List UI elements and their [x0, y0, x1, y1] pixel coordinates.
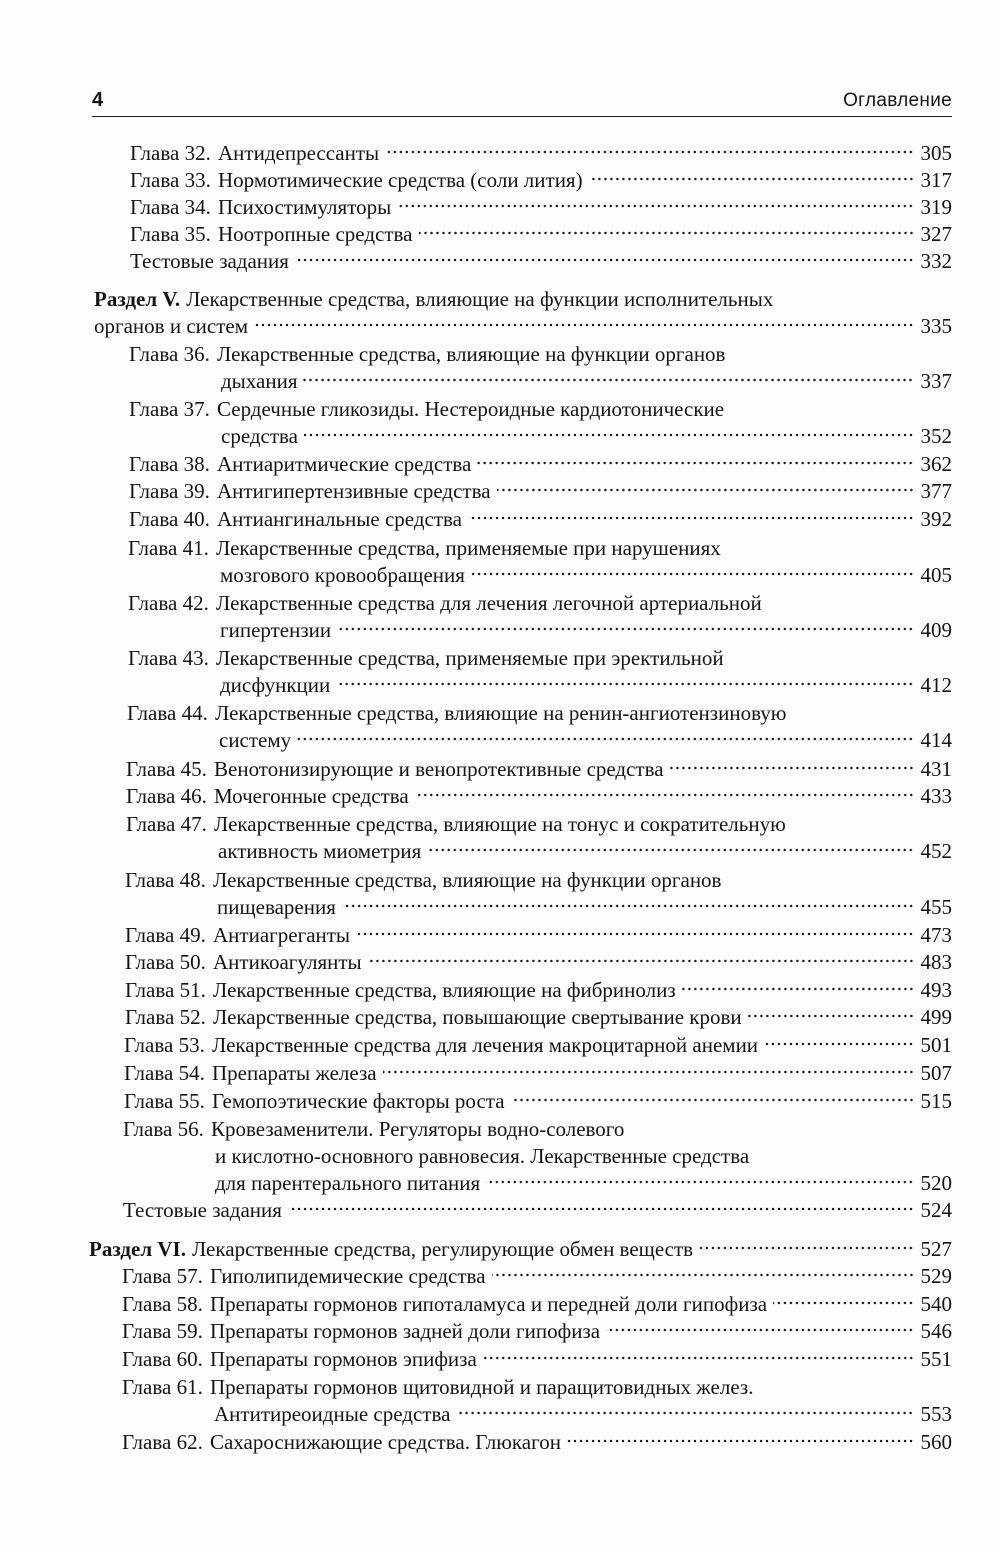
toc-entry-ch36[interactable]	[129, 341, 952, 368]
toc-entry-ch39[interactable]	[129, 478, 952, 505]
chapter-title: Психостимуляторы	[218, 195, 392, 219]
chapter-number: Глава 51.	[125, 978, 206, 1002]
dot-leader	[385, 149, 914, 155]
chapter-number: Глава 45.	[126, 757, 207, 781]
toc-entry-ch33[interactable]	[130, 167, 952, 194]
page-ref: 560	[920, 1430, 952, 1454]
chapter-title: Лекарственные средства, повышающие свертывание крови	[213, 1005, 742, 1029]
dot-leader	[337, 626, 914, 632]
toc-entry-ch55[interactable]	[124, 1088, 952, 1115]
chapter-number: Глава 56.	[123, 1117, 204, 1141]
chapter-title-cont: дыхания	[221, 369, 298, 393]
page-ref: 409	[920, 618, 952, 642]
dot-leader	[303, 377, 914, 383]
chapter-title: Кровезаменители. Регуляторы водно-солевого	[211, 1117, 625, 1141]
dot-leader	[483, 1355, 914, 1361]
chapter-number: Глава 43.	[128, 646, 209, 670]
toc-entry-tests-section4[interactable]	[130, 248, 952, 275]
chapter-title: Нормотимические средства (соли лития)	[218, 168, 583, 192]
page-ref: 527	[920, 1237, 952, 1261]
chapter-number: Глава 36.	[129, 342, 210, 366]
chapter-number: Глава 55.	[124, 1089, 205, 1113]
toc-entry-ch41-cont[interactable]	[220, 562, 952, 589]
dot-leader	[397, 203, 914, 209]
dot-leader	[764, 1041, 914, 1047]
page-ref: 493	[920, 978, 952, 1002]
page-ref: 352	[920, 424, 952, 448]
dot-leader	[497, 487, 914, 493]
toc-entry-ch56[interactable]	[123, 1116, 952, 1143]
page-ref: 524	[920, 1198, 952, 1222]
toc-entry-ch54[interactable]	[124, 1060, 952, 1087]
page-ref: 473	[920, 923, 952, 947]
dot-leader	[342, 903, 914, 909]
chapter-number: Глава 58.	[122, 1292, 203, 1316]
chapter-title: Препараты железа	[212, 1061, 377, 1085]
chapter-title-cont: систему	[219, 728, 292, 752]
section-label: Раздел VI.	[89, 1237, 186, 1261]
chapter-number: Глава 46.	[126, 784, 207, 808]
chapter-title: Лекарственные средства, влияющие на тонус и сократительную	[214, 812, 786, 836]
page-ref: 412	[920, 673, 952, 697]
page-ref: 452	[920, 839, 952, 863]
toc-entry-ch43-cont[interactable]	[220, 672, 952, 699]
chapter-title: Ноотропные средства	[218, 222, 413, 246]
toc-entry-ch51[interactable]	[125, 977, 952, 1004]
toc-entry-ch40[interactable]	[129, 506, 952, 533]
section-6-heading[interactable]	[89, 1236, 952, 1263]
chapter-title-cont: средства	[221, 424, 299, 448]
chapter-number: Глава 41.	[128, 536, 209, 560]
dot-leader	[415, 792, 914, 798]
toc-entry-ch44[interactable]	[127, 700, 952, 727]
dot-leader	[773, 1300, 914, 1306]
toc-entry-ch58[interactable]	[122, 1291, 952, 1318]
page-ref: 499	[920, 1005, 952, 1029]
section-5-heading[interactable]	[94, 286, 952, 313]
page-ref: 529	[920, 1264, 952, 1288]
dot-leader	[456, 1410, 914, 1416]
chapter-number: Глава 34.	[130, 195, 211, 219]
chapter-title: Венотонизирующие и венопротективные средства	[214, 757, 664, 781]
chapter-title: Лекарственные средства, влияющие на ренин-ангиотензиновую	[215, 701, 787, 725]
page-ref: 405	[920, 563, 952, 587]
toc-entry-ch44-cont[interactable]	[219, 727, 952, 754]
page-ref: 362	[920, 452, 952, 476]
dot-leader	[486, 1179, 914, 1185]
dot-leader	[468, 515, 914, 521]
chapter-title: Мочегонные средства	[214, 784, 409, 808]
toc-entry-ch43[interactable]	[128, 645, 952, 672]
toc-entry-ch52[interactable]	[125, 1004, 952, 1031]
toc-entry-ch48-cont[interactable]	[217, 894, 952, 921]
chapter-number: Глава 52.	[125, 1005, 206, 1029]
tests-title: Тестовые задания	[123, 1198, 282, 1222]
chapter-title: Лекарственные средства, влияющие на фибринолиз	[213, 978, 676, 1002]
chapter-title-cont: активность миометрия	[218, 839, 422, 863]
chapter-number: Глава 47.	[126, 812, 207, 836]
chapter-number: Глава 37.	[129, 397, 210, 421]
toc-entry-ch56-cont-2[interactable]	[215, 1170, 952, 1197]
toc-entry-ch45[interactable]	[126, 756, 952, 783]
chapter-number: Глава 57.	[122, 1264, 203, 1288]
toc-entry-ch56-cont-1[interactable]	[215, 1143, 952, 1170]
toc-entry-ch47[interactable]	[126, 811, 952, 838]
dot-leader	[297, 736, 914, 742]
toc-entry-ch46[interactable]	[126, 783, 952, 810]
section-5-heading-cont[interactable]	[94, 313, 952, 340]
page-ref: 335	[920, 314, 952, 338]
dot-leader	[336, 681, 914, 687]
dot-leader	[477, 460, 914, 466]
chapter-title: Лекарственные средства для лечения легочной артериальной	[216, 591, 762, 615]
dot-leader	[606, 1327, 914, 1333]
page-ref: 327	[920, 222, 952, 246]
chapter-title: Препараты гормонов эпифиза	[210, 1347, 477, 1371]
dot-leader	[567, 1438, 914, 1444]
page-ref: 392	[920, 507, 952, 531]
chapter-number: Глава 39.	[129, 479, 210, 503]
page-number: 4	[92, 89, 104, 111]
chapter-title: Антиагреганты	[213, 923, 351, 947]
running-title: Оглавление	[843, 90, 952, 111]
chapter-title-cont: мозгового кровообращения	[220, 563, 465, 587]
toc-entry-ch49[interactable]	[125, 922, 952, 949]
toc-entry-ch61-cont[interactable]	[214, 1401, 952, 1428]
page-ref: 551	[920, 1347, 952, 1371]
chapter-title-cont: Антитиреоидные средства	[214, 1402, 451, 1426]
toc-entry-ch62[interactable]	[122, 1429, 952, 1456]
chapter-title: Антикоагулянты	[213, 950, 362, 974]
chapter-number: Глава 54.	[124, 1061, 205, 1085]
toc-entry-ch60[interactable]	[122, 1346, 952, 1373]
toc-entry-ch41[interactable]	[128, 535, 952, 562]
chapter-title-cont: и кислотно-основного равновесия. Лекарственные средства	[215, 1144, 750, 1168]
chapter-title: Антиангинальные средства	[217, 507, 462, 531]
chapter-number: Глава 53.	[124, 1033, 205, 1057]
chapter-number: Глава 50.	[125, 950, 206, 974]
section-title: Лекарственные средства, влияющие на функции исполнительных	[186, 287, 774, 311]
chapter-title-cont: дисфункции	[220, 673, 331, 697]
dot-leader	[383, 1069, 914, 1075]
chapter-title: Антигипертензивные средства	[217, 479, 491, 503]
chapter-number: Глава 62.	[122, 1430, 203, 1454]
toc-entry-ch32[interactable]	[130, 140, 952, 167]
dot-leader	[288, 1206, 914, 1212]
dot-leader	[492, 1272, 914, 1278]
toc-entry-ch57[interactable]	[122, 1263, 952, 1290]
page-ref: 319	[920, 195, 952, 219]
dot-leader	[748, 1013, 914, 1019]
dot-leader	[670, 765, 914, 771]
toc-entry-ch37-cont[interactable]	[221, 423, 952, 450]
dot-leader	[427, 847, 914, 853]
page-ref: 332	[920, 249, 952, 273]
page-ref: 553	[920, 1402, 952, 1426]
chapter-number: Глава 61.	[122, 1375, 203, 1399]
chapter-title: Препараты гормонов гипоталамуса и передней доли гипофиза	[210, 1292, 768, 1316]
tests-title: Тестовые задания	[130, 249, 289, 273]
chapter-number: Глава 48.	[125, 868, 206, 892]
dot-leader	[368, 958, 914, 964]
toc-entry-ch48[interactable]	[125, 867, 952, 894]
page-ref: 431	[920, 757, 952, 781]
chapter-number: Глава 38.	[129, 452, 210, 476]
toc-entry-ch42-cont[interactable]	[220, 617, 952, 644]
page-ref: 520	[920, 1171, 952, 1195]
toc-entry-ch61[interactable]	[122, 1374, 952, 1401]
section-label: Раздел V.	[94, 287, 181, 311]
chapter-number: Глава 59.	[122, 1319, 203, 1343]
toc-entry-tests-section5[interactable]	[123, 1197, 952, 1224]
page-ref: 317	[920, 168, 952, 192]
dot-leader	[356, 931, 914, 937]
chapter-title: Лекарственные средства, применяемые при нарушениях	[216, 536, 721, 560]
toc-entry-ch47-cont[interactable]	[218, 838, 952, 865]
toc-entry-ch42[interactable]	[128, 590, 952, 617]
chapter-number: Глава 60.	[122, 1347, 203, 1371]
chapter-title: Гиполипидемические средства	[210, 1264, 486, 1288]
page-ref: 455	[920, 895, 952, 919]
chapter-number: Глава 42.	[128, 591, 209, 615]
toc-entry-ch50[interactable]	[125, 949, 952, 976]
dot-leader	[471, 571, 914, 577]
page-ref: 483	[920, 950, 952, 974]
page-ref: 515	[920, 1089, 952, 1113]
dot-leader	[254, 322, 914, 328]
dot-leader	[589, 176, 914, 182]
chapter-title: Антидепрессанты	[218, 141, 380, 165]
toc-entry-ch34[interactable]	[130, 194, 952, 221]
page-ref: 507	[920, 1061, 952, 1085]
toc-entry-ch35[interactable]	[130, 221, 952, 248]
chapter-title: Лекарственные средства, влияющие на функции органов	[213, 868, 722, 892]
chapter-number: Глава 44.	[127, 701, 208, 725]
page-ref: 501	[920, 1033, 952, 1057]
chapter-number: Глава 32.	[130, 141, 211, 165]
toc-entry-ch59[interactable]	[122, 1318, 952, 1345]
toc-entry-ch37[interactable]	[129, 396, 952, 423]
page-ref: 433	[920, 784, 952, 808]
page-ref: 540	[920, 1292, 952, 1316]
chapter-number: Глава 49.	[125, 923, 206, 947]
chapter-title: Лекарственные средства, применяемые при эректильной	[216, 646, 724, 670]
page-ref: 337	[920, 369, 952, 393]
page-ref: 546	[920, 1319, 952, 1343]
page-ref: 305	[920, 141, 952, 165]
chapter-title: Антиаритмические средства	[217, 452, 472, 476]
chapter-title-cont: пищеварения	[217, 895, 336, 919]
dot-leader	[511, 1097, 914, 1103]
page-ref: 414	[920, 728, 952, 752]
dot-leader	[419, 230, 915, 236]
chapter-title: Сахароснижающие средства. Глюкагон	[210, 1430, 561, 1454]
chapter-number: Глава 40.	[129, 507, 210, 531]
chapter-title: Лекарственные средства, влияющие на функции органов	[217, 342, 726, 366]
section-title: Лекарственные средства, регулирующие обмен веществ	[191, 1237, 694, 1261]
toc-entry-ch53[interactable]	[124, 1032, 952, 1059]
page-ref: 377	[920, 479, 952, 503]
dot-leader	[295, 257, 914, 263]
toc-entry-ch36-cont[interactable]	[221, 368, 952, 395]
dot-leader	[304, 432, 914, 438]
chapter-number: Глава 35.	[130, 222, 211, 246]
chapter-title: Лекарственные средства для лечения макроцитарной анемии	[212, 1033, 759, 1057]
chapter-title: Сердечные гликозиды. Нестероидные кардиотонические	[217, 397, 725, 421]
chapter-number: Глава 33.	[130, 168, 211, 192]
chapter-title: Гемопоэтические факторы роста	[212, 1089, 505, 1113]
toc-entry-ch38[interactable]	[129, 451, 952, 478]
chapter-title-cont: для парентерального питания	[215, 1171, 481, 1195]
section-title-cont: органов и систем	[94, 314, 248, 338]
dot-leader	[699, 1245, 914, 1251]
chapter-title-cont: гипертензии	[220, 618, 332, 642]
chapter-title: Препараты гормонов щитовидной и паращитовидных желез.	[210, 1375, 754, 1399]
chapter-title: Препараты гормонов задней доли гипофиза	[210, 1319, 601, 1343]
dot-leader	[682, 986, 914, 992]
